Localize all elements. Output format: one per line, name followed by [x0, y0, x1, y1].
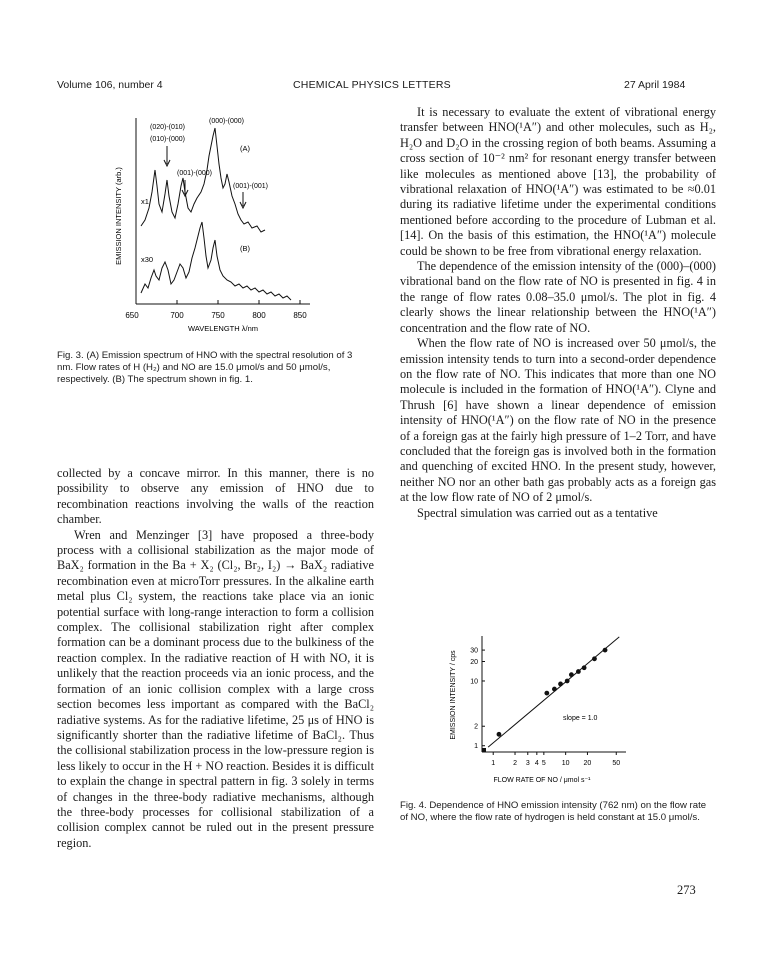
y-axis-label: EMISSION INTENSITY / cps [450, 650, 457, 740]
chart-fit [488, 637, 619, 747]
spectrum-trace-b [141, 222, 291, 300]
left-column [57, 466, 374, 851]
y-tick-label: 20 [470, 658, 478, 666]
label-020-010: (020)-(010) [150, 124, 186, 131]
x-tick-label: 5 [541, 760, 546, 767]
data-point [552, 687, 557, 692]
x-tick-label: 700 [170, 311, 184, 320]
right-column [400, 105, 716, 521]
y-tick-label: 1 [474, 743, 478, 751]
figure-3-caption: Fig. 3. (A) Emission spectrum of HNO with the spectral resolution of 3 nm. Flow rates of H (H₂) and NO are 15.0 μmol/s and 50 μmol/s, respectively. (B) The spectrum shown in fig. 1. [57, 350, 353, 386]
paragraph: Wren and Menzinger [3] have proposed a three-body process with a collisional stabilization as the major mode of BaX₂ formation in the Ba + X₂ (Cl₂, Br₂, I₂) → BaX₂ radiative recombination even at microTorr pressures. In the alkaline earth metal plus Cl₂ system, the reactions take place via an ionic potential surface with long-range interaction to form a collision complex. The collisional stabilization right after complex formation can be a dominant process due to the bulkiness of the reaction complex. In the radiative reaction of H with NO, it is unlikely that the reaction proceeds via an ionic process, and the formation of an ionic collision complex with a large cross section becomes less important as compared with the BaCl₂ radiative systems. As for the radiative lifetime, 25 μs of HNO is significantly shorter than the radiative lifetime of BaCl₂. Thus the collisional stabilization process in the low-pressure region is less likely to occur in the H + NO reaction. Besides it is difficult to explain the change in spectral pattern in fig. 3 solely in terms of changes in the three-body radiative mechanisms, although the three-body processes for collisional stabilization of a collision complex cannot be ruled out in the present pressure region. [57, 527, 374, 850]
header-journal: CHEMICAL PHYSICS LETTERS [293, 79, 451, 91]
label-scale-x30: x30 [141, 255, 154, 264]
label-trace-a: (A) [240, 144, 250, 153]
paragraph: Spectral simulation was carried out as a tentative [417, 505, 658, 520]
x-tick-label: 2 [513, 760, 517, 767]
figure-3-spectrum [105, 108, 375, 343]
header-volume: Volume 106, number 4 [57, 79, 163, 91]
x-tick-label: 50 [612, 760, 621, 767]
data-point [558, 682, 563, 687]
x-axis-label: FLOW RATE OF NO / μmol s⁻¹ [493, 777, 591, 784]
label-trace-b: (B) [240, 244, 250, 253]
data-point [497, 732, 502, 737]
paragraph: It is necessary to evaluate the extent of vibrational energy transfer between HNO(¹A″) and other molecules, such as H₂, H₂O and D₂O in the crossing region of both beams. Assuming a cross section of 10⁻² nm² for resonant energy transfer between like molecules as mentioned above [13], the probability of vibrational relaxation of HNO(¹A″) was estimated to be ≈0.01 during its radiative lifetime under the experimental conditions mentioned before according to the procedure of Lubman et al. [14]. On the basis of this estimation, the HNO(¹A″) molecule could be shown to be free from vibrational energy relaxation. [400, 105, 716, 258]
label-scale-x1: x1 [141, 197, 149, 206]
label-010-000: (010)-(000) [150, 136, 186, 143]
data-point [544, 691, 549, 696]
x-tick-label: 4 [534, 760, 539, 767]
page-number: 273 [677, 883, 696, 897]
slope-annotation: slope = 1.0 [563, 715, 598, 722]
data-point [592, 656, 597, 661]
data-point [603, 648, 608, 653]
header-date: 27 April 1984 [624, 79, 686, 91]
x-tick-label: 850 [293, 311, 307, 320]
x-tick-label: 800 [252, 311, 266, 320]
x-tick-label: 650 [125, 311, 139, 320]
figure-4-caption: Fig. 4. Dependence of HNO emission intensity (762 nm) on the flow rate of NO, where the flow rate of hydrogen is held constant at 15.0 μmol/s. [400, 800, 707, 824]
x-tick-label: 750 [211, 311, 225, 320]
label-001-000: (001)-(000) [177, 170, 213, 177]
x-tick-label: 3 [525, 760, 530, 767]
paragraph: The dependence of the emission intensity of the (000)–(000) vibrational band on the flow rate of NO is presented in fig. 4 in the range of flow rates 0.08–35.0 μmol/s. The plot in fig. 4 clearly shows the linear relationship between the HNO(¹A″) concentration and the flow rate of NO. [400, 259, 716, 335]
label-001-001: (001)-(001) [233, 183, 269, 190]
fit-line [488, 637, 619, 747]
data-point [582, 665, 587, 670]
figure-4-chart [440, 620, 640, 790]
data-point [482, 748, 486, 752]
data-point [576, 669, 581, 674]
paragraph: When the flow rate of NO is increased over 50 μmol/s, the emission intensity tends to turn into a second-order dependence on the flow rate of NO. This indicates that more than one NO molecule is included in the formation of HNO(¹A″). Clyne and Thrush [6] have shown a linear dependence of emission intensity of HNO(¹A″) on the flow rate of NO in the presence of a foreign gas at the fairly high pressure of 1–2 Torr, and have concluded that the foreign gas is involved both in the formation and quenching of excited HNO. In the present study, however, neither NO nor an other bath gas probably acts as a foreign gas at the low flow rate of NO of 2 μmol/s. [400, 336, 716, 505]
y-axis-label: EMISSION INTENSITY (arb.) [114, 167, 123, 265]
x-tick-label: 10 [561, 760, 570, 767]
paragraph: collected by a concave mirror. In this manner, there is no possibility to observe any emission of HNO due to recombination reactions involving the walls of the reaction chamber. [57, 466, 374, 527]
chart-ticks [470, 648, 620, 767]
data-point [569, 672, 574, 677]
data-point [565, 679, 570, 684]
y-tick-label: 30 [470, 647, 478, 655]
x-tick-label: 20 [583, 760, 592, 767]
x-tick-marks [136, 300, 300, 304]
x-axis-label: WAVELENGTH λ/nm [187, 324, 259, 333]
label-000-000: (000)-(000) [209, 118, 245, 125]
y-tick-label: 2 [474, 723, 478, 731]
x-tick-label: 1 [491, 760, 496, 767]
y-tick-label: 10 [470, 678, 478, 686]
